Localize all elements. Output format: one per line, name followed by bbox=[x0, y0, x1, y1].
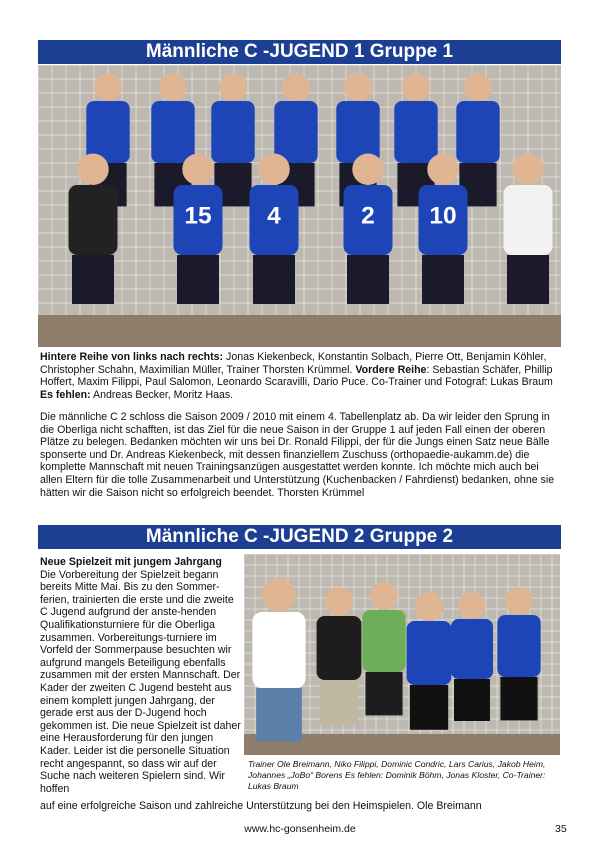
caption-missing-label: Es fehlen: bbox=[40, 388, 91, 401]
player-shirt bbox=[362, 610, 405, 672]
player-legs bbox=[500, 677, 537, 720]
player-head bbox=[464, 73, 492, 101]
section2-text bbox=[40, 556, 243, 795]
player-legs bbox=[365, 672, 402, 715]
player-head bbox=[219, 73, 247, 101]
player-shirt bbox=[151, 101, 194, 163]
player-shirt bbox=[336, 101, 379, 163]
footer-url: www.hc-gonsenheim.de bbox=[244, 823, 356, 835]
player-shirt bbox=[69, 185, 118, 255]
player-legs bbox=[347, 255, 389, 304]
player-legs bbox=[256, 688, 302, 741]
player-head bbox=[344, 73, 372, 101]
player-head bbox=[159, 73, 187, 101]
page-number: 35 bbox=[555, 823, 567, 835]
caption-back-label: Hintere Reihe von links nach rechts: bbox=[40, 351, 224, 363]
section2-title: Männliche C -JUGEND 2 Gruppe 2 bbox=[38, 525, 561, 549]
player-legs bbox=[410, 685, 448, 730]
player-head bbox=[282, 73, 310, 101]
jersey-number: 15 bbox=[184, 202, 212, 230]
player-legs bbox=[253, 255, 295, 304]
player-shirt bbox=[497, 615, 540, 677]
section2-body: Die Vorbereitung der Spielzeit begann bereits Mitte Mai. Bis zu den Sommer-ferien, trainierten die erste und die zweite C Jugend aufgrund der anste-henden Qualifikationsturniere für die Oberliga zusammen. Vorbereitungs-turniere im Vorfeld der Sommerpause besuchten wir aufgrund mangels Beteiligung ebenfalls zusammen mit der ersten Mannschaft. Der Kader der zweiten C Jugend besteht aus einem komplett jungen Jahrgang, der gerade erst aus der D-Jugend hoch gekommen ist. Die neue Spielzeit ist daher eine Herausforderung für den jungen Kader. Leider ist die personelle Situation recht angespannt, so dass wir auf der Suche nach weiteren Spielern sind. Wir hoffen bbox=[40, 568, 241, 795]
player-head bbox=[77, 154, 109, 186]
player-head bbox=[370, 582, 398, 610]
player-shirt bbox=[394, 101, 437, 163]
player-legs bbox=[177, 255, 219, 304]
caption-front: : Sebastian Schäfer, Phillip Hoffert, Maxim Filippi, Paul Salomon, Leonardo Scaravilli, Dario Puce. Co-Trainer und Fotograf: Lukas Braum bbox=[40, 363, 553, 389]
caption-back: Jonas Kiekenbeck, Konstantin Solbach, Pierre Ott, Benjamin Köhler, Christopher Schahn, Maximilian Müller, Trainer Thorsten Krümmel. bbox=[40, 351, 547, 376]
player-head bbox=[94, 73, 122, 101]
player-head bbox=[258, 154, 290, 186]
caption-missing: Andreas Becker, Moritz Haas. bbox=[93, 388, 234, 401]
player-shirt bbox=[504, 185, 553, 255]
jersey-number: 10 bbox=[429, 202, 457, 230]
jersey-number: 2 bbox=[361, 202, 375, 230]
caption-front-label: Vordere Reihe bbox=[355, 363, 427, 376]
player-head bbox=[402, 73, 430, 101]
jersey-number: 4 bbox=[267, 202, 281, 230]
section1-body: Die männliche C 2 schloss die Saison 2009 / 2010 mit einem 4. Tabellenplatz ab. Da wir leider den Sprung in die Oberliga nicht schafften, ist das Ziel für die neue Saison in der Gruppe 1 auf jeden Fall einen der oberen Plätze zu belegen. Bedanken möchten wir uns bei Dr. Ronald Filippi, der für die Jungs einen Satz neue Bälle sponserte und Dr. Andreas Kiekenbeck, mit dessen finanziellem Zuschuss (orthopaedie-aukamm.de) die komplette Mannschaft mit neuen Trainingsanzügen ausgestattet werden konnte. Ich möchte mich auch bei allen Eltern für die tolle Zusammenarbeit und Unterstützung (Kuchenbacken / Fahrdienst) bedanken, ohne sie hätten wir die Saison nicht so erfolgreich beendet. Thorsten Krümmel bbox=[40, 411, 555, 499]
section1-caption bbox=[40, 351, 560, 401]
player-head bbox=[415, 592, 444, 621]
section2-body-tail: auf eine erfolgreiche Saison und zahlreiche Unterstützung bei den Heimspielen. Ole Breimann bbox=[40, 800, 482, 812]
player-head bbox=[262, 578, 296, 612]
player-shirt bbox=[274, 101, 317, 163]
player-head bbox=[325, 587, 354, 616]
player-shirt bbox=[451, 619, 493, 679]
player-head bbox=[352, 154, 384, 186]
player-legs bbox=[72, 255, 114, 304]
player-head bbox=[427, 154, 459, 186]
section2-photo-caption: Trainer Ole Breimann, Niko Filippi, Dominic Condric, Lars Carius, Jakob Heim, Johannes „JoBo“ Borens Es fehlen: Dominik Böhm, Jonas Kloster, Co-Trainer: Lukas Braum bbox=[248, 759, 546, 792]
player-head bbox=[505, 587, 533, 615]
player-legs bbox=[320, 680, 358, 725]
player-shirt bbox=[252, 612, 305, 688]
player-legs bbox=[454, 679, 490, 721]
player-shirt bbox=[211, 101, 254, 163]
player-legs bbox=[422, 255, 464, 304]
player-head bbox=[182, 154, 214, 186]
player-shirt bbox=[407, 621, 452, 685]
player-head bbox=[512, 154, 544, 186]
section1-title: Männliche C -JUGEND 1 Gruppe 1 bbox=[38, 40, 561, 64]
team-photo-2 bbox=[244, 554, 560, 755]
player-legs bbox=[507, 255, 549, 304]
section2-heading: Neue Spielzeit mit jungem Jahrgang bbox=[40, 556, 222, 568]
player-head bbox=[459, 592, 486, 619]
player-shirt bbox=[456, 101, 499, 163]
team-photo-1 bbox=[38, 65, 561, 347]
player-shirt bbox=[317, 616, 362, 680]
floor bbox=[38, 315, 561, 347]
